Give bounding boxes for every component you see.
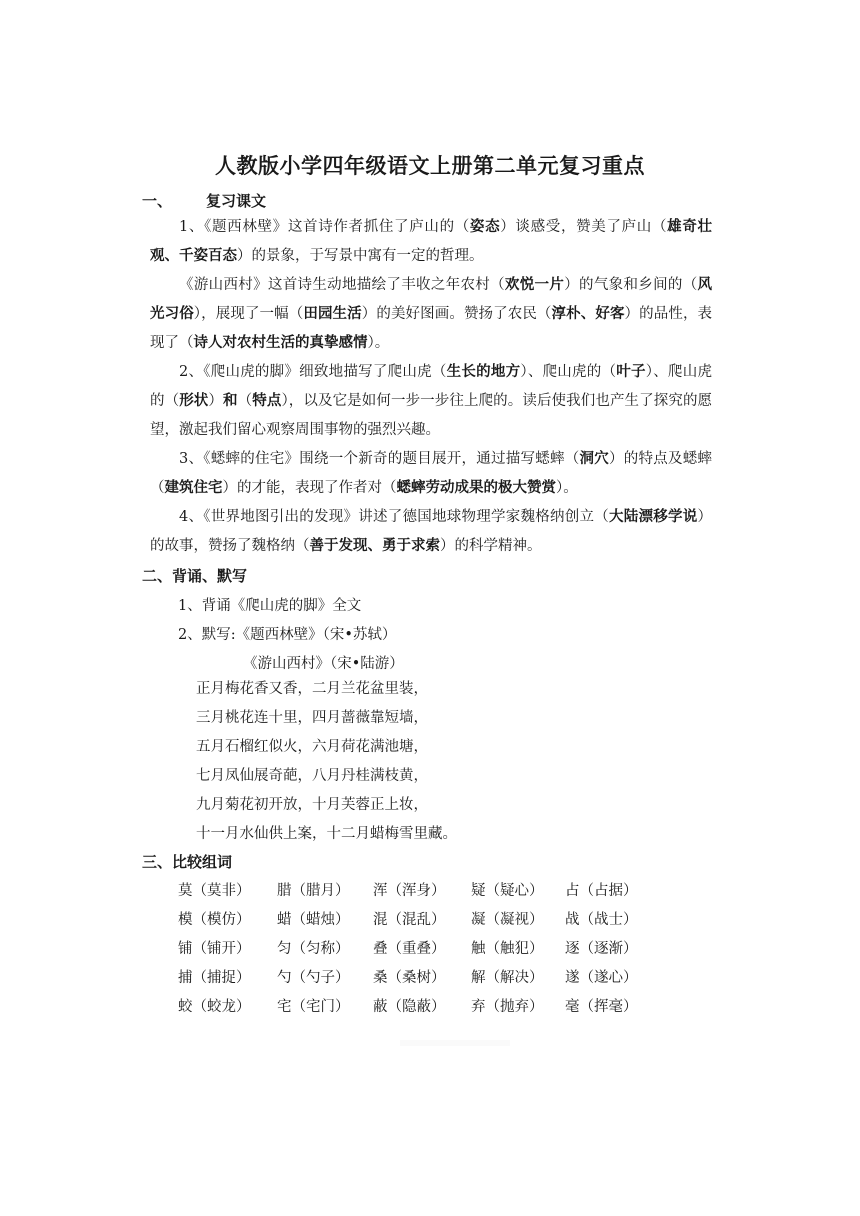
answer-keyword: 姿态 <box>469 219 501 235</box>
table-cell: 凝（凝视） <box>471 912 544 928</box>
table-row <box>178 904 655 933</box>
answer-keyword: 和 <box>223 393 238 409</box>
month-flowers-poem <box>196 675 457 849</box>
paragraph-text: ）。 <box>367 335 390 351</box>
poem-line: 十一月水仙供上案，十二月蜡梅雪里藏。 <box>196 826 457 842</box>
scan-smudge <box>400 1040 510 1046</box>
table-cell: 解（解决） <box>471 970 544 986</box>
table-cell: 莫（莫非） <box>178 883 251 899</box>
paragraph-text: ）的才能，表现了作者对（ <box>222 480 397 496</box>
section1-title: 复习课文 <box>206 192 267 210</box>
table-row <box>178 875 655 904</box>
paragraph-1 <box>150 213 712 271</box>
table-cell: 战（战士） <box>565 912 638 928</box>
poem-line: 九月菊花初开放，十月芙蓉正上妆， <box>196 797 428 813</box>
answer-keyword: 欢悦一片 <box>504 277 565 293</box>
paragraph-text: ）谈感受，赞美了庐山（ <box>500 219 668 235</box>
table-row <box>178 962 655 991</box>
table-cell: 腊（腊月） <box>277 883 350 899</box>
section3-heading: 三、比较组词 <box>142 853 233 871</box>
poem-line: 七月凤仙展奇葩，八月丹桂满枝黄， <box>196 768 428 784</box>
answer-keyword: 淳朴、好客 <box>551 306 625 322</box>
table-cell: 叠（重叠） <box>373 941 446 957</box>
paragraph-2 <box>150 271 712 358</box>
paragraph-text: （ <box>237 393 253 409</box>
table-row <box>178 933 655 962</box>
table-cell: 混（混乱） <box>373 912 446 928</box>
paragraph-text: ）的品性，表现了（ <box>150 306 713 351</box>
paragraph-text: ） <box>208 393 224 409</box>
paragraph-text: 3、《蟋蟀的住宅》围绕一个新奇的题目展开，通过描写蟋蟀（ <box>179 451 580 467</box>
paragraph-text: ）的科学精神。 <box>440 538 542 554</box>
paragraph-3 <box>150 358 712 445</box>
table-cell: 浑（浑身） <box>373 883 446 899</box>
answer-keyword: 形状 <box>179 393 209 409</box>
table-cell: 铺（铺开） <box>178 941 251 957</box>
answer-keyword: 田园生活 <box>303 306 362 322</box>
table-cell: 蛟（蛟龙） <box>178 999 251 1015</box>
section1-heading <box>142 190 266 211</box>
paragraph-text: 2、《爬山虎的脚》细致地描写了爬山虎（ <box>179 364 447 380</box>
table-cell: 模（模仿） <box>178 912 251 928</box>
poem-line: 五月石榴红似火，六月荷花满池塘， <box>196 739 428 755</box>
answer-keyword: 大陆漂移学说 <box>609 509 698 525</box>
paragraph-text: ），展现了一幅（ <box>193 306 304 322</box>
poem-line: 正月梅花香又香，二月兰花盆里装， <box>196 681 428 697</box>
table-cell: 勺（勺子） <box>277 970 350 986</box>
table-cell: 毫（挥毫） <box>565 999 638 1015</box>
paragraph-text: ），以及它是如何一步一步往上爬的。读后使我们也产生了探究的愿望，激起我们留心观察周围事物的强烈兴趣。 <box>150 393 713 438</box>
table-cell: 触（触犯） <box>471 941 544 957</box>
paragraph-4 <box>150 445 712 503</box>
poem-line: 三月桃花连十里，四月蔷薇靠短墙， <box>196 710 428 726</box>
answer-keyword: 风光习俗 <box>150 277 713 322</box>
answer-keyword: 雄奇壮观、千姿百态 <box>150 219 712 264</box>
paragraph-text: ）、爬山虎的（ <box>150 364 713 409</box>
answer-keyword: 诗人对农村生活的真挚感情 <box>193 335 368 351</box>
paragraph-text: ）的气象和乡间的（ <box>564 277 698 293</box>
paragraph-text: ）的美好图画。赞扬了农民（ <box>361 306 552 322</box>
table-cell: 桑（桑树） <box>373 970 446 986</box>
section1-body <box>150 213 712 561</box>
answer-keyword: 蟋蟀劳动成果的极大赞赏 <box>396 480 556 496</box>
table-cell: 疑（疑心） <box>471 883 544 899</box>
table-cell: 占（占据） <box>565 883 638 899</box>
table-cell: 捕（捕捉） <box>178 970 251 986</box>
paragraph-text: 《游山西村》这首诗生动地描绘了丰收之年农村（ <box>179 277 505 293</box>
paragraph-text: ）。 <box>556 480 578 496</box>
table-cell: 匀（匀称） <box>277 941 350 957</box>
answer-keyword: 善于发现、勇于求索 <box>309 538 440 554</box>
paragraph-text: ）、爬山虎的（ <box>520 364 617 380</box>
table-row <box>178 991 655 1020</box>
dictation-item-second-poem: 《游山西村》（宋•陆游） <box>243 656 404 672</box>
answer-keyword: 特点 <box>252 393 282 409</box>
answer-keyword: 建筑住宅 <box>164 480 223 496</box>
table-cell: 遂（遂心） <box>565 970 638 986</box>
paragraph-5 <box>150 503 712 561</box>
answer-keyword: 生长的地方 <box>446 364 521 380</box>
paragraph-text: 4、《世界地图引出的发现》讲述了德国地球物理学家魏格纳创立（ <box>179 509 609 525</box>
section2-heading: 二、背诵、默写 <box>142 567 248 585</box>
answer-keyword: 洞穴 <box>579 451 610 467</box>
paragraph-text: 1、《题西林壁》这首诗作者抓住了庐山的（ <box>179 219 470 235</box>
section1-number: 一、 <box>142 192 173 210</box>
recite-item: 1、背诵《爬山虎的脚》全文 <box>178 598 362 614</box>
paragraph-text: ）的特点及蟋蟀（ <box>150 451 713 496</box>
table-cell: 蔽（隐蔽） <box>373 999 446 1015</box>
table-cell: 逐（逐渐） <box>565 941 638 957</box>
word-comparison-table <box>178 875 655 1020</box>
table-cell: 蜡（蜡烛） <box>277 912 350 928</box>
table-cell: 宅（宅门） <box>277 999 350 1015</box>
answer-keyword: 叶子 <box>616 364 646 380</box>
paragraph-text: ）的景象，于写景中寓有一定的哲理。 <box>237 248 484 264</box>
paragraph-text: ）的故事，赞扬了魏格纳（ <box>150 509 713 554</box>
table-cell: 弃（抛弃） <box>471 999 544 1015</box>
dictation-item: 2、默写:《题西林壁》（宋•苏轼） <box>178 627 397 643</box>
page-title: 人教版小学四年级语文上册第二单元复习重点 <box>215 154 645 178</box>
